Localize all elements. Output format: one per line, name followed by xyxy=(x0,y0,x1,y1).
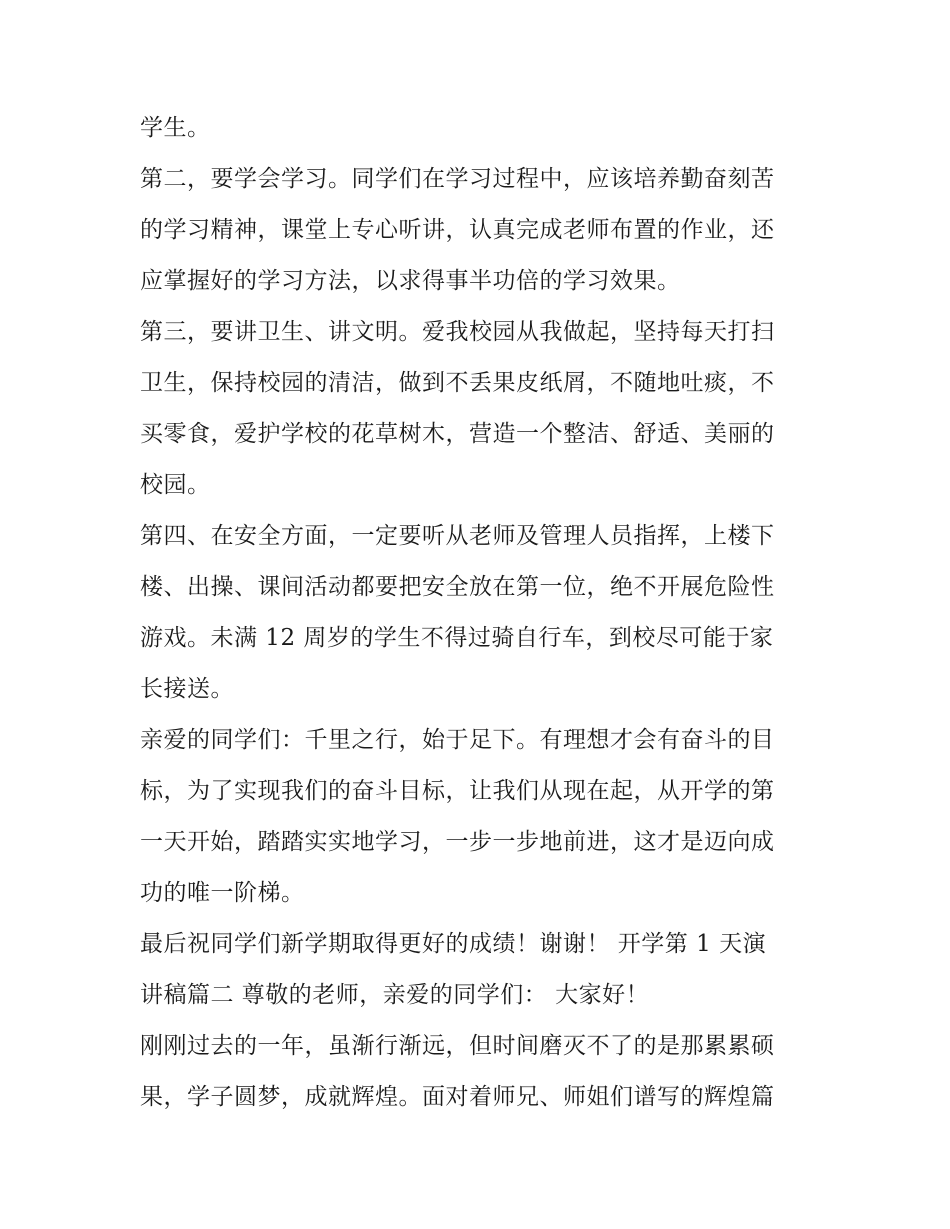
text-line: 的学习精神，课堂上专心听讲，认真完成老师布置的作业，还 xyxy=(140,217,775,243)
document-body xyxy=(140,103,820,1123)
text-line: 长接送。 xyxy=(140,676,234,702)
text-line: 讲稿篇二 尊敬的老师，亲爱的同学们： 大家好！ xyxy=(140,982,650,1008)
text-line: 标，为了实现我们的奋斗目标，让我们从现在起，从开学的第 xyxy=(140,778,775,804)
text-line: 功的唯一阶梯。 xyxy=(140,880,305,906)
text-line: 一天开始，踏踏实实地学习，一步一步地前进，这才是迈向成 xyxy=(140,829,775,855)
text-line: 最后祝同学们新学期取得更好的成绩！谢谢！ 开学第 1 天演 xyxy=(140,931,767,957)
text-line: 游戏。未满 12 周岁的学生不得过骑自行车，到校尽可能于家 xyxy=(140,625,774,651)
text-line: 卫生，保持校园的清洁，做到不丢果皮纸屑，不随地吐痰，不 xyxy=(140,370,775,396)
text-line: 亲爱的同学们：千里之行，始于足下。有理想才会有奋斗的目 xyxy=(140,727,775,753)
text-line: 买零食，爱护学校的花草树木，营造一个整洁、舒适、美丽的 xyxy=(140,421,775,447)
text-line: 刚刚过去的一年，虽渐行渐远，但时间磨灭不了的是那累累硕 xyxy=(140,1033,775,1059)
text-line: 楼、出操、课间活动都要把安全放在第一位，绝不开展危险性 xyxy=(140,574,775,600)
text-line: 校园。 xyxy=(140,472,211,498)
text-line: 学生。 xyxy=(140,115,211,141)
text-line: 第四、在安全方面，一定要听从老师及管理人员指挥，上楼下 xyxy=(140,523,775,549)
text-line: 应掌握好的学习方法，以求得事半功倍的学习效果。 xyxy=(140,268,681,294)
text-line: 第三，要讲卫生、讲文明。爱我校园从我做起，坚持每天打扫 xyxy=(140,319,775,345)
text-line: 第二，要学会学习。同学们在学习过程中，应该培养勤奋刻苦 xyxy=(140,166,775,192)
text-line: 果，学子圆梦，成就辉煌。面对着师兄、师姐们谱写的辉煌篇 xyxy=(140,1084,775,1110)
